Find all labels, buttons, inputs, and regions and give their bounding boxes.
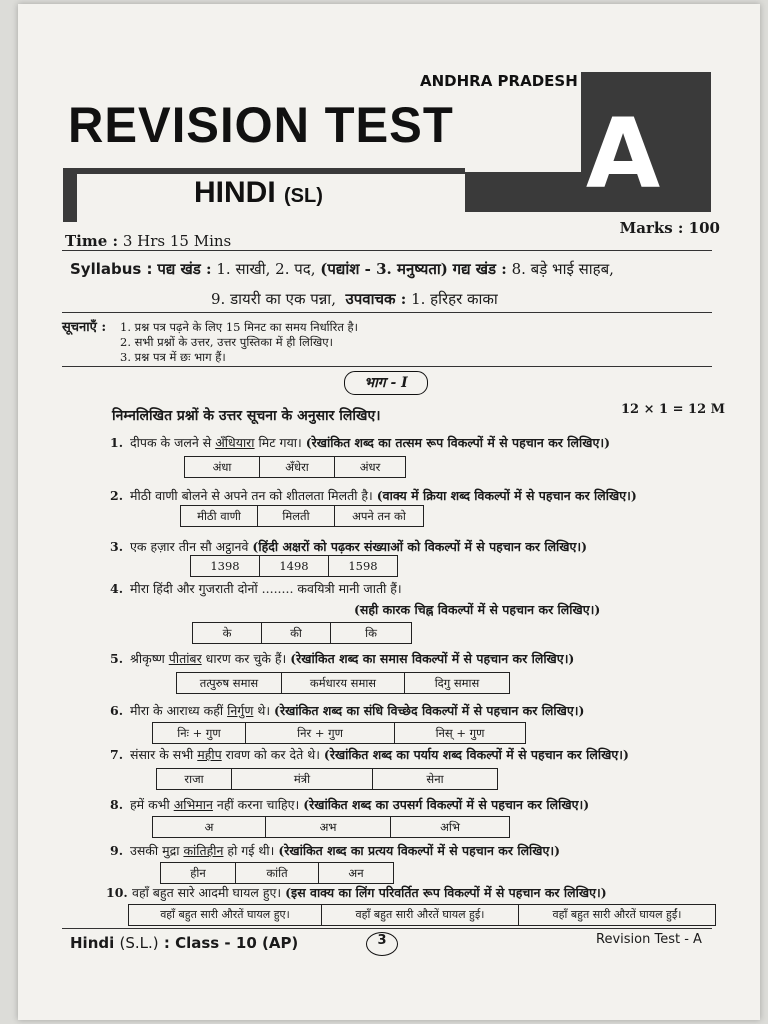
padya-items: 1. साखी, 2. पद, [216,260,316,278]
option: की [262,623,331,643]
option: अन [348,866,364,880]
option: अभ [266,817,391,837]
options-7 [156,768,498,790]
question-hint: (वाक्य में क्रिया शब्द विकल्पों में से पहचान कर लिखिए।) [376,488,637,503]
time-value: 3 Hrs 15 Mins [122,232,232,250]
question-text: मीरा हिंदी और गुजराती दोनों ........ कवयित्री मानी जाती हैं। [130,581,402,596]
section-marks: 12 × 1 = 12 M [621,402,726,417]
options-6 [152,722,526,744]
option: अपने तन को [352,509,406,523]
question-text: संसार के सभी [130,747,198,762]
footer-subject-name: Hindi [70,934,115,952]
question-9 [110,842,560,859]
gadya-label: गद्य खंड : [452,260,507,278]
upvachak-label: उपवाचक : [345,290,407,308]
page-number: 3 [366,932,398,956]
footer-test-name: Revision Test - A [596,932,702,947]
question-number: 3. [110,539,124,554]
question-text: मिट गया। [254,435,306,450]
question-hint: (रेखांकित शब्द का प्रत्यय विकल्पों में से पहचान कर लिखिए।) [278,843,561,858]
subject-title [194,176,323,210]
divider [62,250,712,251]
syllabus-line-1 [70,259,614,279]
footer-class: : Class - 10 (AP) [163,934,299,952]
question-text: नहीं करना चाहिए। [212,797,304,812]
underlined-word: कांतिहीन [183,843,224,858]
divider [62,366,712,367]
underlined-word: महीप [197,747,222,762]
instructions [62,320,358,365]
option: वहाँ बहुत सारी औरतें घायल हुईं। [552,908,682,921]
question-10 [106,884,607,901]
option: निः + गुण [153,723,246,743]
options-10 [128,904,716,926]
question-7 [110,746,629,763]
question-number: 5. [110,651,124,666]
question-hint: (रेखांकित शब्द का संधि विच्छेद विकल्पों में से पहचान कर लिखिए।) [274,703,585,718]
question-hint: (रेखांकित शब्द का पर्याय शब्द विकल्पों में से पहचान कर लिखिए।) [323,747,629,762]
instruction-item: 1. प्रश्न पत्र पढ़ने के लिए 15 मिनट का समय निर्धारित है। [120,320,359,334]
question-text: धारण कर चुके हैं। [201,651,291,666]
option: दिगु समास [434,676,480,690]
question-4-hint [354,601,600,618]
option: हीन [161,863,236,883]
option: 1398 [191,556,260,576]
option: वहाँ बहुत सारी औरतें घायल हुई। [322,905,519,925]
option: निर + गुण [246,723,395,743]
question-hint: (इस वाक्य का लिंग परिवर्तित रूप विकल्पों में से पहचान कर लिखिए।) [285,885,607,900]
question-number: 2. [110,488,124,503]
instruction-item: 2. सभी प्रश्नों के उत्तर, उत्तर पुस्तिका में ही लिखिए। [120,335,333,349]
total-marks: Marks : 100 [619,219,720,237]
question-hint: (हिंदी अक्षरों को पढ़कर संख्याओं को विकल्पों में से पहचान कर लिखिए।) [252,539,588,554]
option: वहाँ बहुत सारी औरतें घायल हुए। [129,905,322,925]
question-hint: (रेखांकित शब्द का तत्सम रूप विकल्पों में से पहचान कर लिखिए।) [305,435,611,450]
subject-tag: (SL) [284,185,323,207]
options-9 [160,862,394,884]
question-number: 1. [110,435,124,450]
page-title: REVISION TEST [68,97,454,153]
options-4 [192,622,412,644]
section-heading: निम्नलिखित प्रश्नों के उत्तर सूचना के अनुसार लिखिए। [112,408,381,424]
underlined-word: अभिमान [173,797,213,812]
option: सेना [426,772,444,786]
divider [62,312,712,313]
upvachak-items: 1. हरिहर काका [411,290,498,308]
option: 1598 [348,559,378,573]
subject-name: HINDI [194,176,276,209]
footer-subject [70,934,298,952]
question-text: हमें कभी [130,797,174,812]
divider [62,928,712,929]
options-8 [152,816,510,838]
instruction-item: 3. प्रश्न पत्र में छः भाग हैं। [120,350,226,364]
question-text: दीपक के जलने से [130,435,216,450]
question-3 [110,538,587,555]
option: कि [365,626,377,640]
question-number: 9. [110,843,124,858]
question-number: 10. [106,885,128,900]
syllabus-items-2: 9. डायरी का एक पन्ना, [211,290,336,308]
question-hint: (सही कारक चिह्न विकल्पों में से पहचान कर लिखिए।) [354,602,601,617]
question-number: 4. [110,581,124,596]
option: 1498 [260,556,329,576]
question-2 [110,487,637,504]
option: कर्मधारय समास [282,673,405,693]
option: निस् + गुण [435,726,485,740]
option: मिलती [258,506,335,526]
question-hint: (रेखांकित शब्द का उपसर्ग विकल्पों में से पहचान कर लिखिए।) [303,797,590,812]
part-label: भाग - I [344,371,428,395]
question-hint: (रेखांकित शब्द का समास विकल्पों में से पहचान कर लिखिए।) [290,651,575,666]
syllabus-line-2 [211,289,498,309]
underlined-word: पीतांबर [168,651,202,666]
question-4 [110,580,402,597]
question-text: उसकी मुद्रा [130,843,184,858]
question-text: थे। [253,703,275,718]
option: राजा [157,769,232,789]
question-number: 8. [110,797,124,812]
question-6 [110,702,584,719]
question-text: मीरा के आराध्य कहीं [130,703,228,718]
option: अभि [440,820,460,834]
question-text: मीठी वाणी बोलने से अपने तन को शीतलता मिलती है। [130,488,377,503]
question-text: रावण को कर देते थे। [221,747,324,762]
option: अ [153,817,266,837]
option: तत्पुरुष समास [177,673,282,693]
instructions-label: सूचनाएँ : [62,320,107,335]
options-3 [190,555,398,577]
question-text: हो गई थी। [223,843,279,858]
option: के [193,623,262,643]
padya-label: पद्य खंड : [157,260,212,278]
footer-subject-tag: (S.L.) [119,934,159,952]
option: कांति [236,863,319,883]
options-1 [184,456,406,478]
state-label: ANDHRA PRADESH [420,72,578,90]
options-5 [176,672,510,694]
underlined-word: निर्गुण [227,703,254,718]
exam-page [18,4,760,1020]
option: अंधा [185,457,260,477]
syllabus-label: Syllabus : [70,260,153,278]
options-2 [180,505,424,527]
underlined-word: अँधियारा [215,435,255,450]
padyansh: (पद्यांश - 3. मनुष्यता) [320,260,448,278]
question-text: एक हज़ार तीन सौ अट्ठानवे [130,539,253,554]
question-number: 6. [110,703,124,718]
question-text: वहाँ बहुत सारे आदमी घायल हुए। [132,885,286,900]
question-5 [110,650,574,667]
option: मंत्री [232,769,373,789]
option: मीठी वाणी [181,506,258,526]
question-8 [110,796,589,813]
grade-letter: A [585,98,661,210]
question-number: 7. [110,747,124,762]
option: अँधेरा [260,457,335,477]
option: अंधर [359,460,381,474]
question-1 [110,434,610,451]
time-label: Time : [65,232,119,250]
question-text: श्रीकृष्ण [130,651,169,666]
time-info [65,232,231,250]
gadya-items: 8. बड़े भाई साहब, [511,260,614,278]
